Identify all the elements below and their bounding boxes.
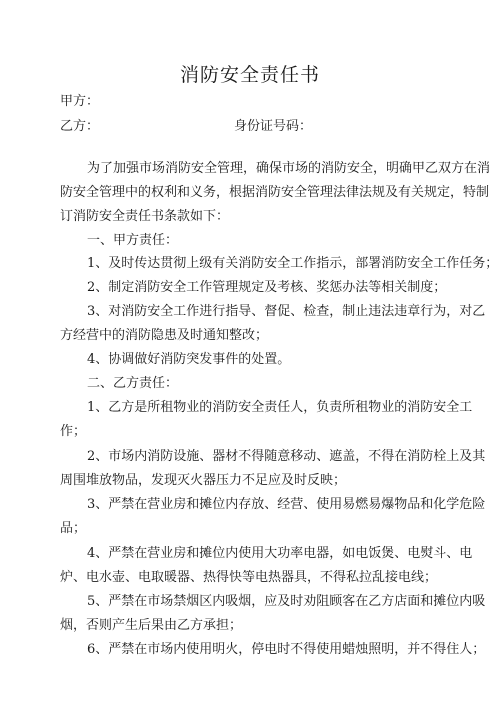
section-b-item: 4、严禁在营业房和摊位内使用大功率电器，如电饭煲、电熨斗、电 xyxy=(87,546,473,561)
section-b-item-cont: 品； xyxy=(60,521,87,536)
document-title: 消防安全责任书 xyxy=(179,64,320,86)
party-a-label: 甲方： xyxy=(60,94,100,109)
section-b-item-cont: 烟，否则产生后果由乙方承担； xyxy=(60,618,243,633)
section-a-item: 2、制定消防安全工作管理规定及考核、奖惩办法等相关制度； xyxy=(87,280,447,295)
intro-line: 防安全管理中的权利和义务，根据消防安全管理法律法规及有关规定，特制 xyxy=(60,185,490,200)
section-b-item-cont: 周围堆放物品，发现灭火器压力不足应及时反映； xyxy=(60,473,347,488)
section-a-item: 3、对消防安全工作进行指导、督促、检查，制止违法违章行为，对乙 xyxy=(87,304,486,319)
section-b-item-cont: 作； xyxy=(60,424,87,439)
section-a-item: 1、及时传达贯彻上级有关消防安全工作指示，部署消防安全工作任务； xyxy=(87,256,499,271)
section-a-item: 4、协调做好消防突发事件的处置。 xyxy=(87,352,291,367)
section-b-heading: 二、乙方责任： xyxy=(87,376,179,391)
section-a-item-cont: 方经营中的消防隐患及时通知整改； xyxy=(60,328,269,343)
section-b-item: 1、乙方是所租物业的消防安全责任人，负责所租物业的消防安全工 xyxy=(87,400,473,415)
section-b-item: 6、严禁在市场内使用明火，停电时不得使用蜡烛照明，并不得住人； xyxy=(87,642,486,657)
section-b-item: 3、严禁在营业房和摊位内存放、经营、使用易燃易爆物品和化学危险 xyxy=(87,497,486,512)
section-b-item: 5、严禁在市场禁烟区内吸烟，应及时劝阻顾客在乙方店面和摊位内吸 xyxy=(87,594,486,609)
id-number-label: 身份证号码： xyxy=(234,119,313,134)
section-b-item-cont: 炉、电水壶、电取暖器、热得快等电热器具，不得私拉乱接电线； xyxy=(60,570,438,585)
party-b-label: 乙方： xyxy=(60,119,100,134)
section-b-item: 2、市场内消防设施、器材不得随意移动、遮盖，不得在消防栓上及其 xyxy=(87,449,486,464)
intro-line: 为了加强市场消防安全管理，确保市场的消防安全，明确甲乙双方在消 xyxy=(87,161,491,176)
section-a-heading: 一、甲方责任： xyxy=(87,233,179,248)
intro-line: 订消防安全责任书条款如下： xyxy=(60,209,230,224)
